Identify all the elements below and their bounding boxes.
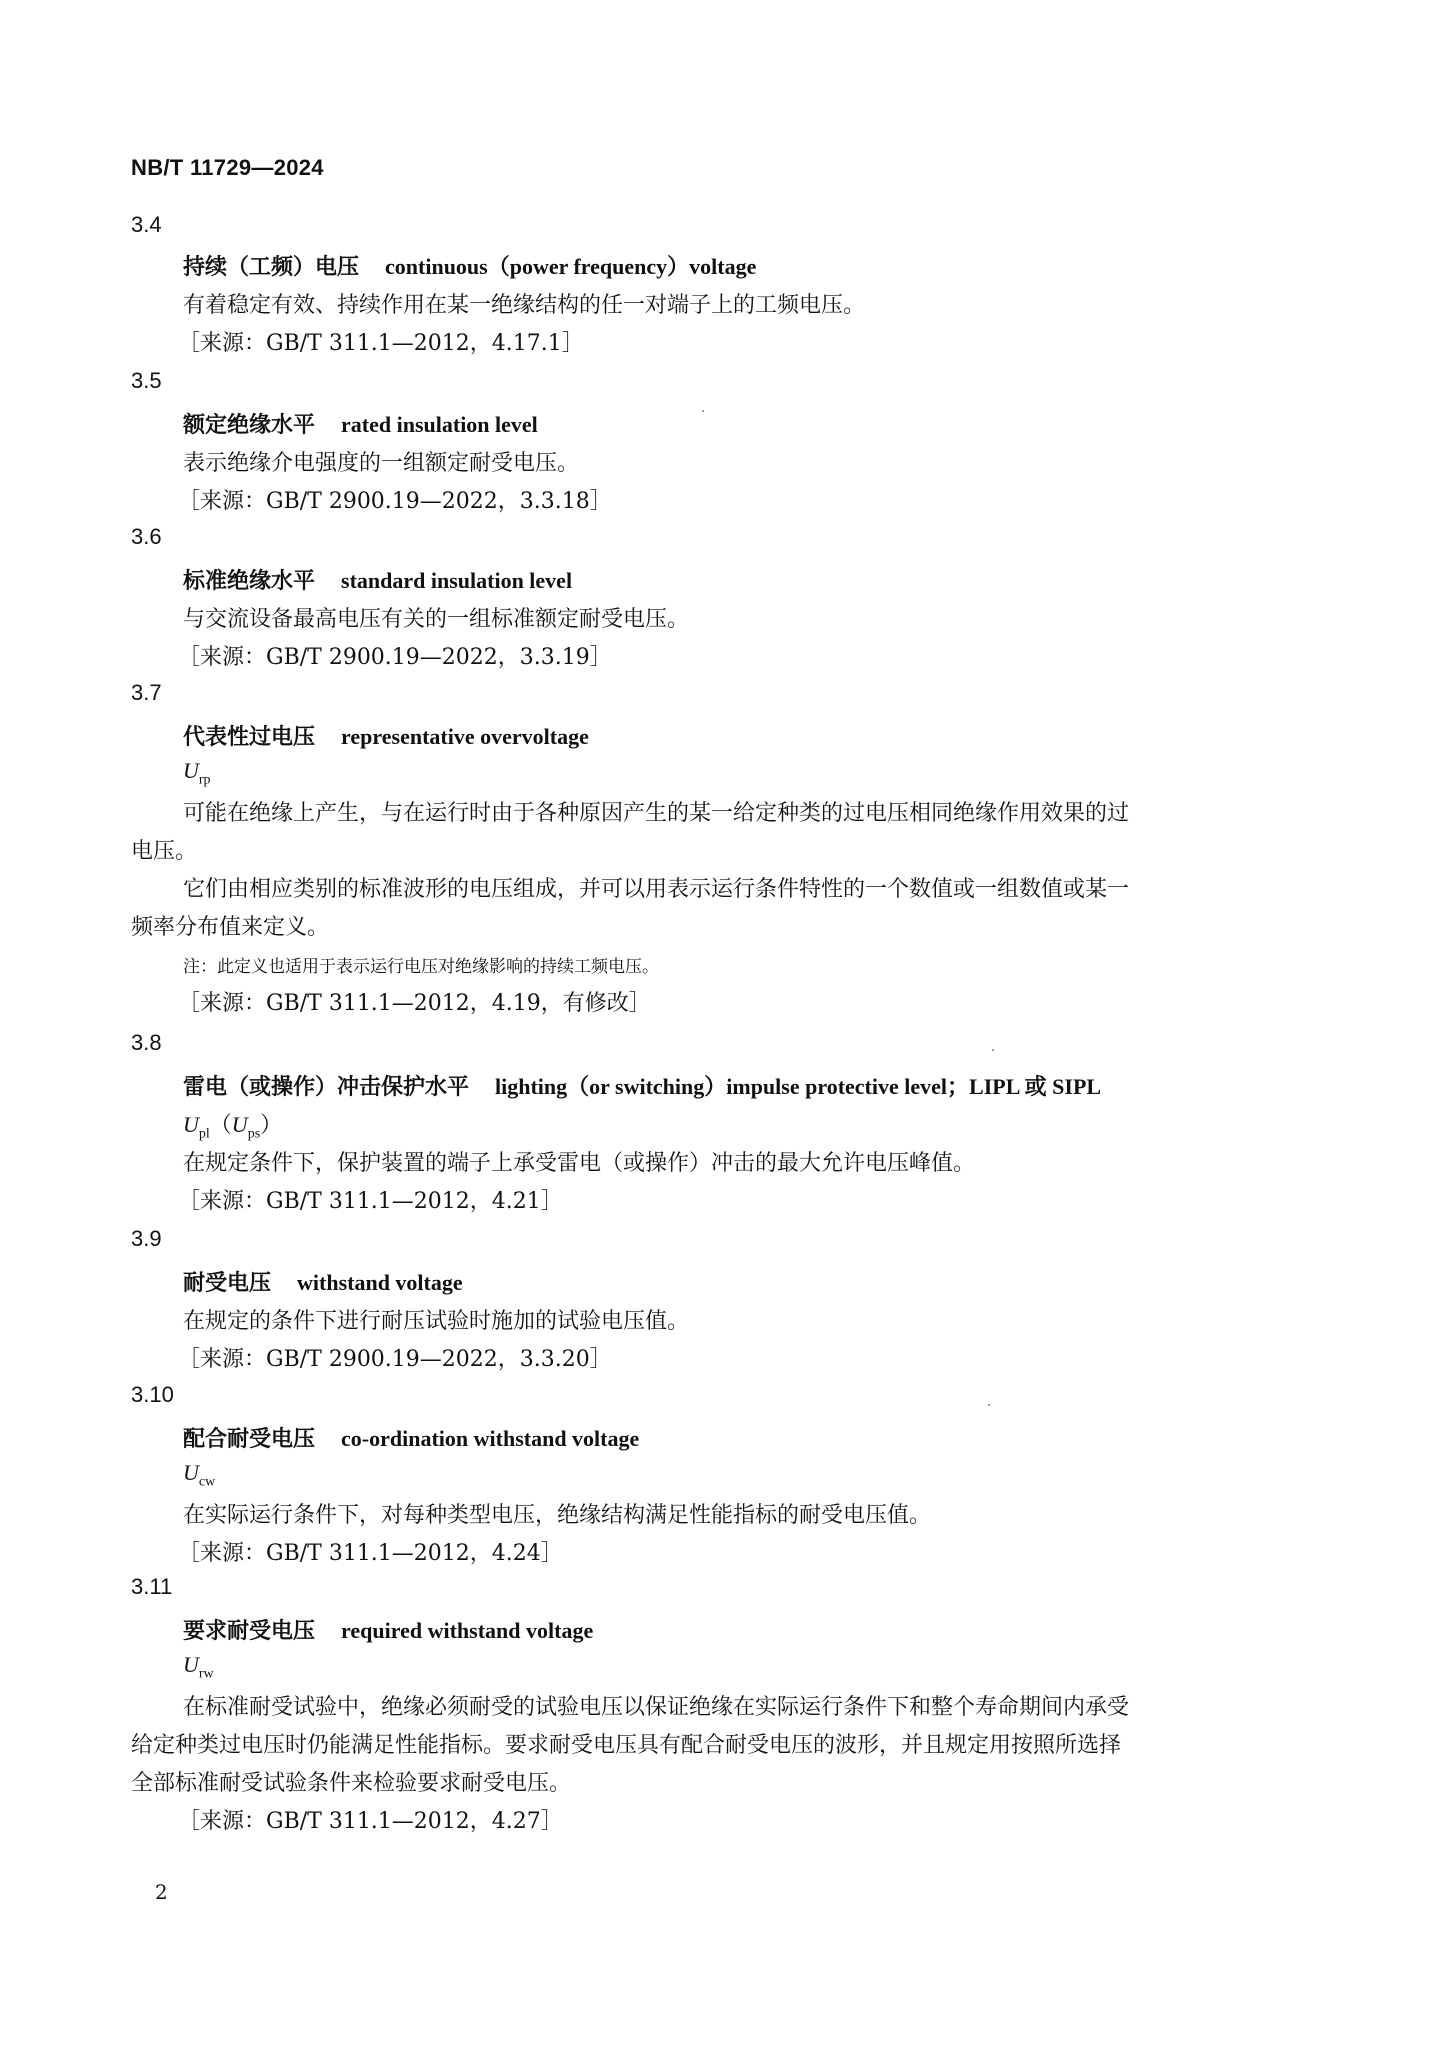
entry-number: 3.10 (131, 1382, 174, 1407)
term-heading (183, 564, 572, 595)
definition: 在规定条件下，保护装置的端子上承受雷电（或操作）冲击的最大允许电压峰值。 (183, 1151, 976, 1176)
source-citation: ［来源：GB/T 311.1—2012，4.17.1］ (178, 331, 584, 356)
page-number: 2 (155, 1880, 168, 1904)
entry-number: 3.6 (131, 524, 162, 549)
term-symbol: $U_{pl}(U_{ps})$ (183, 1112, 283, 1142)
paragraph-line-1: 它们由相应类别的标准波形的电压组成，并可以用表示运行条件特性的一个数值或一组数值或某一 (183, 877, 1130, 902)
source-citation: ［来源：GB/T 2900.19—2022，3.3.18］ (178, 489, 612, 514)
entry-number: 3.7 (131, 680, 162, 705)
scan-speck (702, 410, 704, 412)
term-zh: 额定绝缘水平 (183, 412, 316, 438)
term-heading (183, 1266, 463, 1297)
definition-line-1: 在标准耐受试验中，绝缘必须耐受的试验电压以保证绝缘在实际运行条件下和整个寿命期间内承受 (183, 1695, 1130, 1720)
definition: 与交流设备最高电压有关的一组标准额定耐受电压。 (183, 607, 690, 632)
term-zh: 标准绝缘水平 (183, 568, 316, 594)
term-en: co-ordination withstand voltage (341, 1426, 640, 1451)
term-en: continuous（power frequency）voltage (385, 254, 757, 279)
term-heading (183, 408, 538, 439)
definition-line-1: 可能在绝缘上产生，与在运行时由于各种原因产生的某一给定种类的过电压相同绝缘作用效果的过 (183, 801, 1130, 826)
definition-line-2: 给定种类过电压时仍能满足性能指标。要求耐受电压具有配合耐受电压的波形，并且规定用按照所选择 (131, 1733, 1122, 1758)
scan-speck (992, 1049, 994, 1051)
definition: 有着稳定有效、持续作用在某一绝缘结构的任一对端子上的工频电压。 (183, 293, 866, 318)
term-zh: 雷电（或操作）冲击保护水平 (183, 1074, 470, 1100)
definition: 表示绝缘介电强度的一组额定耐受电压。 (183, 451, 580, 476)
source-citation: ［来源：GB/T 2900.19—2022，3.3.19］ (178, 645, 612, 670)
term-en: standard insulation level (341, 568, 573, 593)
term-zh: 耐受电压 (183, 1270, 272, 1296)
entry-number: 3.5 (131, 368, 162, 393)
term-en: lighting（or switching）impulse protective level；LIPL 或 SIPL (495, 1074, 1102, 1099)
source-citation: ［来源：GB/T 311.1—2012，4.24］ (178, 1541, 563, 1566)
entry-number: 3.9 (131, 1226, 162, 1251)
definition-line-3: 全部标准耐受试验条件来检验要求耐受电压。 (131, 1771, 572, 1796)
scan-speck (988, 1404, 990, 1406)
term-en: required withstand voltage (341, 1618, 594, 1643)
term-symbol: $U_{cw}$ (183, 1460, 216, 1490)
paragraph-line-2: 频率分布值来定义。 (131, 915, 330, 940)
term-heading (183, 1422, 639, 1453)
term-zh: 持续（工频）电压 (183, 254, 360, 280)
note: 注：此定义也适用于表示运行电压对绝缘影响的持续工频电压。 (183, 957, 659, 977)
definition: 在规定的条件下进行耐压试验时施加的试验电压值。 (183, 1309, 690, 1334)
term-en: representative overvoltage (341, 724, 589, 749)
entry-number: 3.11 (131, 1574, 173, 1599)
term-en: withstand voltage (297, 1270, 463, 1295)
term-en: rated insulation level (341, 412, 538, 437)
term-zh: 配合耐受电压 (183, 1426, 316, 1452)
term-heading (183, 720, 589, 751)
definition: 在实际运行条件下，对每种类型电压，绝缘结构满足性能指标的耐受电压值。 (183, 1503, 932, 1528)
source-citation: ［来源：GB/T 311.1—2012，4.27］ (178, 1809, 563, 1834)
source-citation: ［来源：GB/T 2900.19—2022，3.3.20］ (178, 1347, 612, 1372)
standard-number: NB/T 11729—2024 (131, 155, 324, 180)
term-heading (183, 250, 756, 281)
term-heading (183, 1070, 1101, 1101)
term-heading (183, 1614, 593, 1645)
term-zh: 代表性过电压 (183, 724, 316, 750)
entry-number: 3.4 (131, 212, 162, 237)
source-citation: ［来源：GB/T 311.1—2012，4.21］ (178, 1189, 563, 1214)
term-symbol: $U_{rw}$ (183, 1652, 214, 1682)
term-zh: 要求耐受电压 (183, 1618, 316, 1644)
source-citation: ［来源：GB/T 311.1—2012，4.19，有修改］ (178, 991, 651, 1016)
definition-line-2: 电压。 (131, 839, 198, 864)
term-symbol: $U_{rp}$ (183, 758, 211, 788)
entry-number: 3.8 (131, 1030, 162, 1055)
